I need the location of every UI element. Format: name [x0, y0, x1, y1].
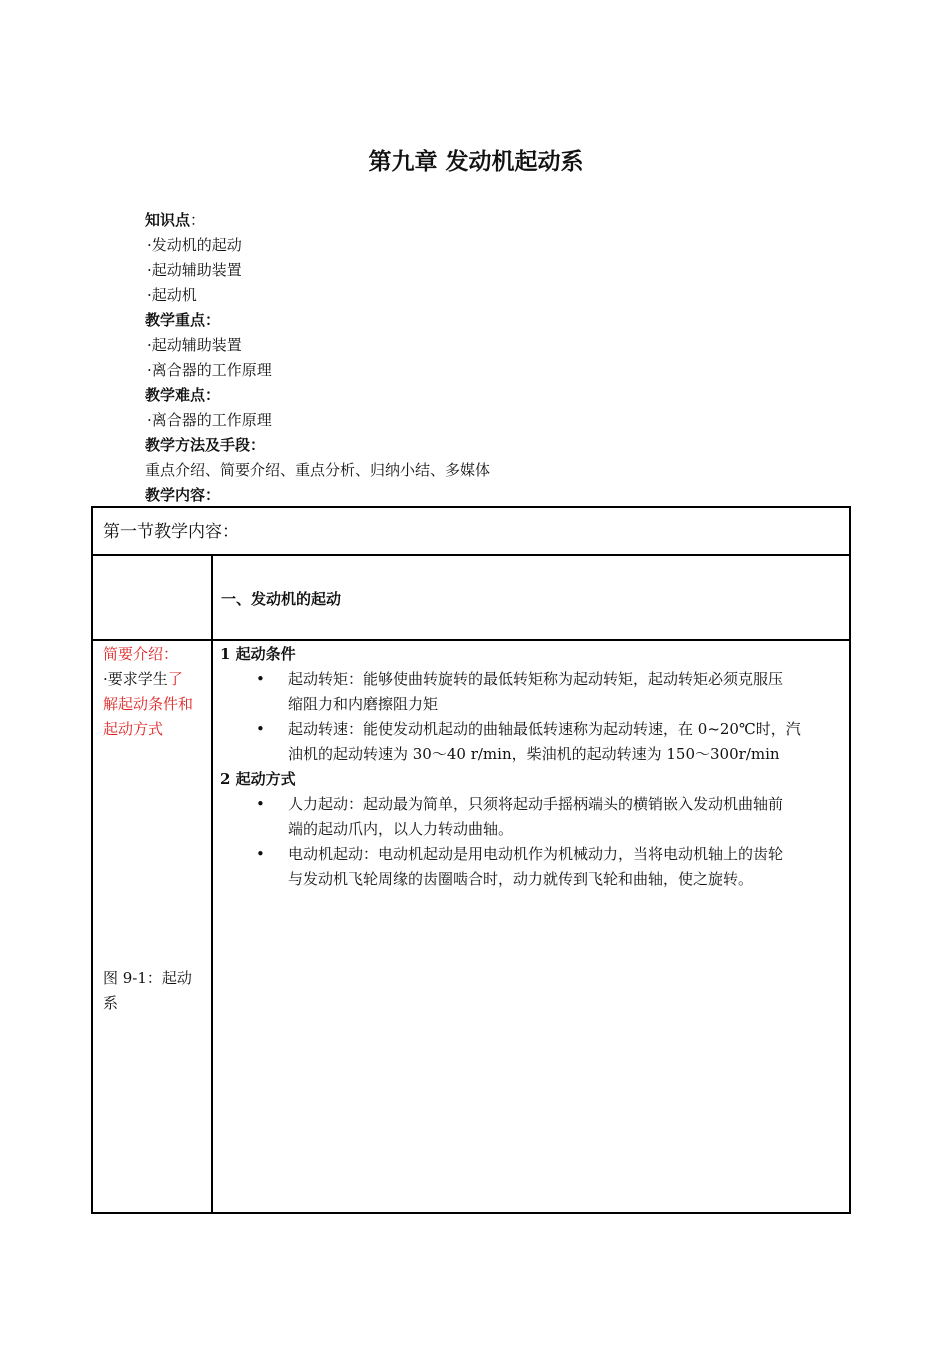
- knowledge-heading: 知识点：: [145, 211, 206, 229]
- intro-line: ·要求学生了: [103, 670, 183, 688]
- section-title: 一、发动机的起动: [221, 590, 342, 608]
- content-heading: 教学内容：: [145, 486, 221, 504]
- method-heading: 教学方法及手段：: [145, 436, 266, 454]
- bullet-icon: •: [256, 795, 265, 813]
- list-item: • 起动转矩：能够使曲转旋转的最低转矩称为起动转矩，起动转矩必须克服压 缩阻力和内磨擦阻力矩: [220, 667, 845, 717]
- focus-item: ·起动辅助装置: [147, 336, 242, 354]
- column-divider: [211, 556, 213, 1212]
- figure-caption: 图 9-1：起动 系: [103, 969, 192, 1012]
- bullet-icon: •: [256, 670, 265, 688]
- subsection-heading: 2 起动方式: [220, 770, 296, 788]
- list-item: • 人力起动：起动最为简单，只须将起动手摇柄端头的横销嵌入发动机曲轴前 端的起动爪内，以人力转动曲轴。: [220, 792, 845, 842]
- knowledge-item: ·发动机的起动: [147, 236, 242, 254]
- bullet-icon: •: [256, 720, 265, 738]
- knowledge-item: ·起动机: [147, 286, 197, 304]
- table-header: 第一节教学内容：: [93, 508, 849, 556]
- knowledge-item: ·起动辅助装置: [147, 261, 242, 279]
- bullet-icon: •: [256, 845, 265, 863]
- difficulty-heading: 教学难点：: [145, 386, 221, 404]
- page-title: 第九章 发动机起动系: [368, 149, 584, 175]
- difficulty-item: ·离合器的工作原理: [147, 411, 272, 429]
- intro-label: 简要介绍：: [103, 645, 179, 663]
- intro-note: [103, 642, 205, 742]
- lesson-table: [91, 506, 851, 1214]
- intro-line: 起动方式: [103, 720, 164, 738]
- list-item: • 电动机起动：电动机起动是用电动机作为机械动力，当将电动机轴上的齿轮 与发动机飞轮周缘的齿圈啮合时，动力就传到飞轮和曲轴，使之旋转。: [220, 842, 845, 892]
- method-text: 重点介绍、简要介绍、重点分析、归纳小结、多媒体: [145, 461, 491, 479]
- subsection-heading: 1 起动条件: [220, 645, 296, 663]
- lesson-content: [220, 642, 845, 892]
- intro-line: 解起动条件和: [103, 695, 194, 713]
- focus-item: ·离合器的工作原理: [147, 361, 272, 379]
- list-item: • 起动转速：能使发动机起动的曲轴最低转速称为起动转速，在 0~20℃时，汽 油机的起动转速为 30～40 r/min，柴油机的起动转速为 150～300r/min: [220, 717, 845, 767]
- row-divider: [93, 639, 849, 641]
- focus-heading: 教学重点：: [145, 311, 221, 329]
- meta-section: [145, 208, 845, 508]
